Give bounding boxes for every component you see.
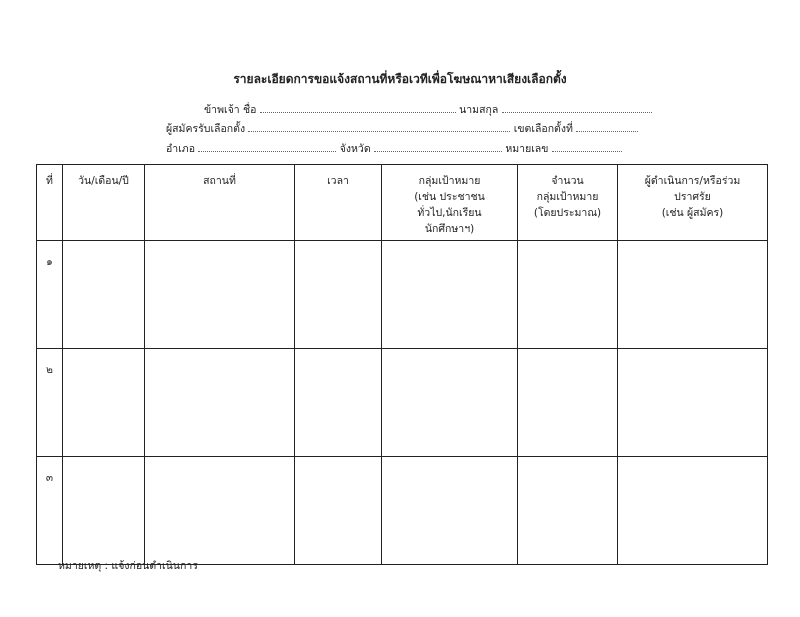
province-field[interactable]	[374, 141, 502, 152]
target-count-cell[interactable]	[518, 457, 618, 565]
date-cell[interactable]	[63, 349, 145, 457]
row-number: ๑	[37, 241, 63, 349]
target-group-cell[interactable]	[382, 457, 518, 565]
col-header-time: เวลา	[295, 165, 382, 241]
name-line	[204, 101, 652, 118]
amphoe-field[interactable]	[198, 141, 336, 152]
amphoe-label: อำเภอ	[166, 143, 196, 155]
form-title: รายละเอียดการขอแจ้งสถานที่หรือเวทีเพื่อโฆษณาหาเสียงเลือกตั้ง	[233, 72, 567, 86]
place-cell[interactable]	[145, 241, 295, 349]
date-cell[interactable]	[63, 457, 145, 565]
time-cell[interactable]	[295, 241, 382, 349]
candidate-label: ผู้สมัครรับเลือกตั้ง	[166, 123, 246, 135]
header-line: กลุ่มเป้าหมาย	[536, 191, 599, 203]
row-number: ๒	[37, 349, 63, 457]
name-label: ข้าพเจ้า ชื่อ	[204, 104, 257, 116]
time-cell[interactable]	[295, 349, 382, 457]
header-line: (เช่น ผู้สมัคร)	[661, 207, 724, 219]
organizer-cell[interactable]	[618, 349, 768, 457]
district-field[interactable]	[576, 121, 638, 132]
col-header-target-count	[518, 165, 618, 241]
col-header-no: ที่	[37, 165, 63, 241]
table-row	[37, 241, 768, 349]
header-line: ปราศรัย	[674, 191, 711, 203]
target-group-cell[interactable]	[382, 241, 518, 349]
header-line: นักศึกษาฯ)	[424, 223, 475, 235]
table-row	[37, 349, 768, 457]
header-line: กลุ่มเป้าหมาย	[418, 175, 481, 187]
number-field[interactable]	[552, 141, 622, 152]
table-header-row	[37, 165, 768, 241]
col-header-target-group	[382, 165, 518, 241]
organizer-cell[interactable]	[618, 241, 768, 349]
schedule-table	[36, 164, 768, 565]
place-cell[interactable]	[145, 349, 295, 457]
time-cell[interactable]	[295, 457, 382, 565]
col-header-organizer	[618, 165, 768, 241]
district-label: เขตเลือกตั้งที่	[513, 123, 573, 135]
row-number: ๓	[37, 457, 63, 565]
surname-label: นามสกุล	[459, 104, 499, 116]
header-line: จำนวน	[551, 175, 584, 187]
place-cell[interactable]	[145, 457, 295, 565]
date-cell[interactable]	[63, 241, 145, 349]
col-header-date: วัน/เดือน/ปี	[63, 165, 145, 241]
col-header-place: สถานที่	[145, 165, 295, 241]
organizer-cell[interactable]	[618, 457, 768, 565]
candidate-line	[166, 120, 638, 137]
name-field[interactable]	[260, 102, 456, 113]
table-row	[37, 457, 768, 565]
target-group-cell[interactable]	[382, 349, 518, 457]
candidate-field[interactable]	[248, 121, 510, 132]
header-line: (เช่น ประชาชนทั่วไป,นักเรียน	[414, 191, 485, 219]
surname-field[interactable]	[502, 102, 652, 113]
target-count-cell[interactable]	[518, 349, 618, 457]
province-label: จังหวัด	[339, 143, 371, 155]
footnote: หมายเหตุ : แจ้งก่อนดำเนินการ	[58, 560, 198, 572]
location-line	[166, 140, 622, 157]
header-line: ผู้ดำเนินการ/หรือร่วม	[644, 175, 741, 187]
number-label: หมายเลข	[505, 143, 549, 155]
target-count-cell[interactable]	[518, 241, 618, 349]
header-line: (โดยประมาณ)	[533, 207, 602, 219]
